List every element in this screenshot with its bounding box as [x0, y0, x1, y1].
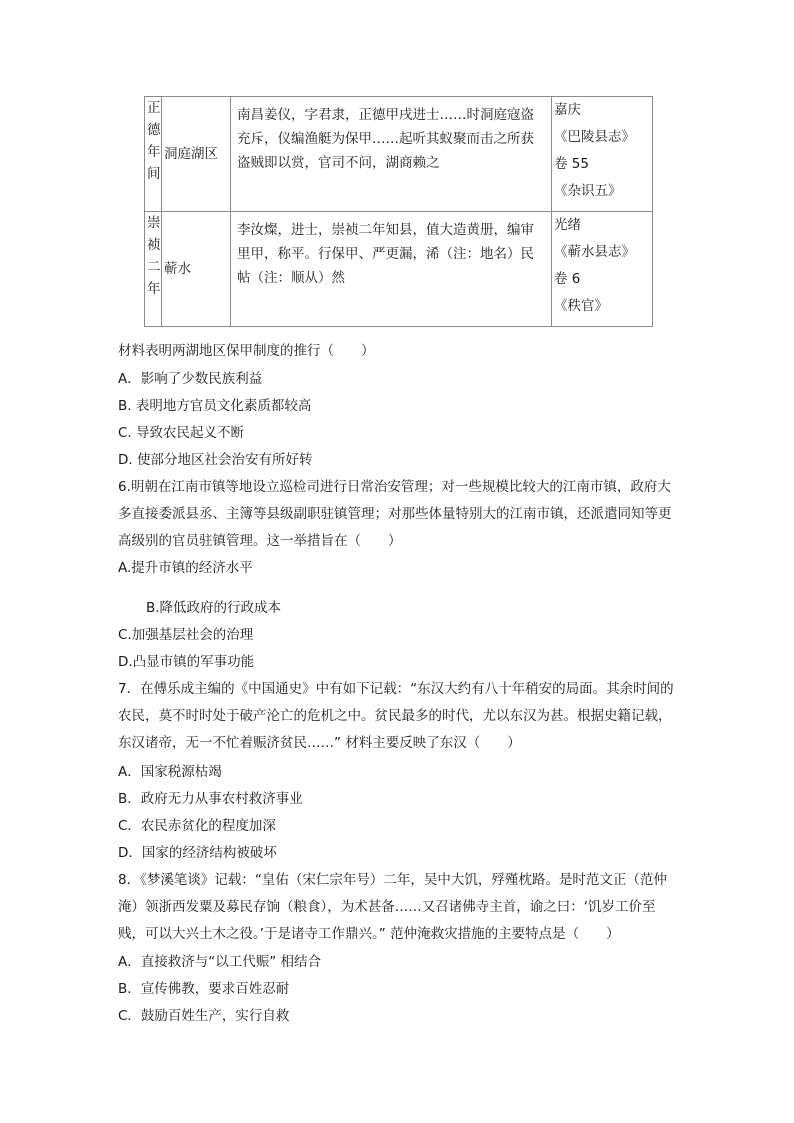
- content-cell: 李汝燦，进士，崇祯二年知县，值大造黄册，编审里甲，称平。行保甲、严更漏，浠（注：地名）民帖（注：顺从）然: [231, 212, 552, 327]
- q7-stem: 7．在傅乐成主编的《中国通史》中有如下记载：“东汉大约有八十年稍安的局面。其余时间的农民，莫不时时处于破产沦亡的危机之中。贫民最多的时代，尤以东汉为甚。根据史籍记载，东汉诸帝，无一不忙着赈济贫民……” 材料主要反映了东汉（ ）: [118, 681, 674, 751]
- time-cell: [145, 97, 162, 212]
- time-char: 年: [147, 281, 161, 297]
- q5-option-a: A．影响了少数民族利益: [118, 371, 263, 387]
- q7-option-b: B．政府无力从事农村救济事业: [118, 791, 303, 807]
- source-line: 《巴陵县志》: [554, 129, 635, 145]
- q6-option-a: A.提升市镇的经济水平: [118, 560, 253, 576]
- source-line: 卷 55: [554, 156, 589, 172]
- q8-option-c: C．鼓励百姓生产，实行自救: [118, 1008, 290, 1024]
- q7-option-c: C．农民赤贫化的程度加深: [118, 818, 276, 834]
- time-char: 正: [147, 100, 161, 116]
- time-char: 祯: [147, 237, 161, 253]
- q6-stem: 6.明朝在江南市镇等地设立巡检司进行日常治安管理；对一些规模比较大的江南市镇，政府大多直接委派县丞、主簿等县级副职驻镇管理；对那些体量特别大的江南市镇，还派遣同知等更高级别的官员驻镇管理。这一举措旨在（ ）: [118, 479, 672, 549]
- q8-option-a: A．直接救济与“以工代赈” 相结合: [118, 954, 322, 970]
- time-char: 年: [147, 144, 161, 160]
- q7-option-d: D．国家的经济结构被破坏: [118, 845, 277, 861]
- q6-option-c: C.加强基层社会的治理: [118, 627, 254, 643]
- source-line: 《杂识五》: [554, 183, 622, 199]
- source-line: 《秩官》: [554, 298, 608, 314]
- q5-option-d: D. 使部分地区社会治安有所好转: [118, 452, 313, 468]
- source-line: 嘉庆: [554, 102, 581, 118]
- q6-option-d: D.凸显市镇的军事功能: [118, 654, 255, 670]
- q6-option-b: B.降低政府的行政成本: [146, 600, 282, 616]
- q7-option-a: A．国家税源枯竭: [118, 764, 222, 780]
- table-row: [145, 97, 653, 212]
- source-line: 《蕲水县志》: [554, 244, 635, 260]
- q5-option-c: C. 导致农民起义不断: [118, 425, 245, 441]
- table-row: [145, 212, 653, 327]
- time-char: 间: [147, 166, 161, 182]
- q8-stem: 8．《梦溪笔谈》记载：“皇佑（宋仁宗年号）二年，吴中大饥，殍殣枕路。是时范文正（范仲淹）领浙西发粟及募民存饷（粮食），为术甚备……又召诸佛寺主首，谕之曰：‘饥岁工价至贱，可以大兴土木之役。’于是诸寺工作鼎兴。” 范仲淹救灾措施的主要特点是（ ）: [118, 872, 667, 942]
- source-line: 光绪: [554, 217, 581, 233]
- source-line: 卷 6: [554, 271, 581, 287]
- source-cell: [552, 212, 653, 327]
- q5-stem: 材料表明两湖地区保甲制度的推行（ ）: [118, 343, 375, 359]
- time-char: 德: [147, 122, 161, 138]
- place-cell: 蕲水: [162, 212, 231, 327]
- history-table: [144, 96, 653, 327]
- content-cell: 南昌姜仪，字君隶，正德甲戌进士……时洞庭寇盗充斥，仪编渔艇为保甲……起听其蚁聚而击之所获盗贼即以赏，官司不问，湖商赖之: [231, 97, 552, 212]
- time-cell: [145, 212, 162, 327]
- place-cell: 洞庭湖区: [162, 97, 231, 212]
- q8-option-b: B．宣传佛教，要求百姓忍耐: [118, 981, 290, 997]
- time-char: 二: [147, 259, 161, 275]
- q5-option-b: B. 表明地方官员文化素质都较高: [118, 398, 312, 414]
- time-char: 崇: [147, 215, 161, 231]
- source-cell: [552, 97, 653, 212]
